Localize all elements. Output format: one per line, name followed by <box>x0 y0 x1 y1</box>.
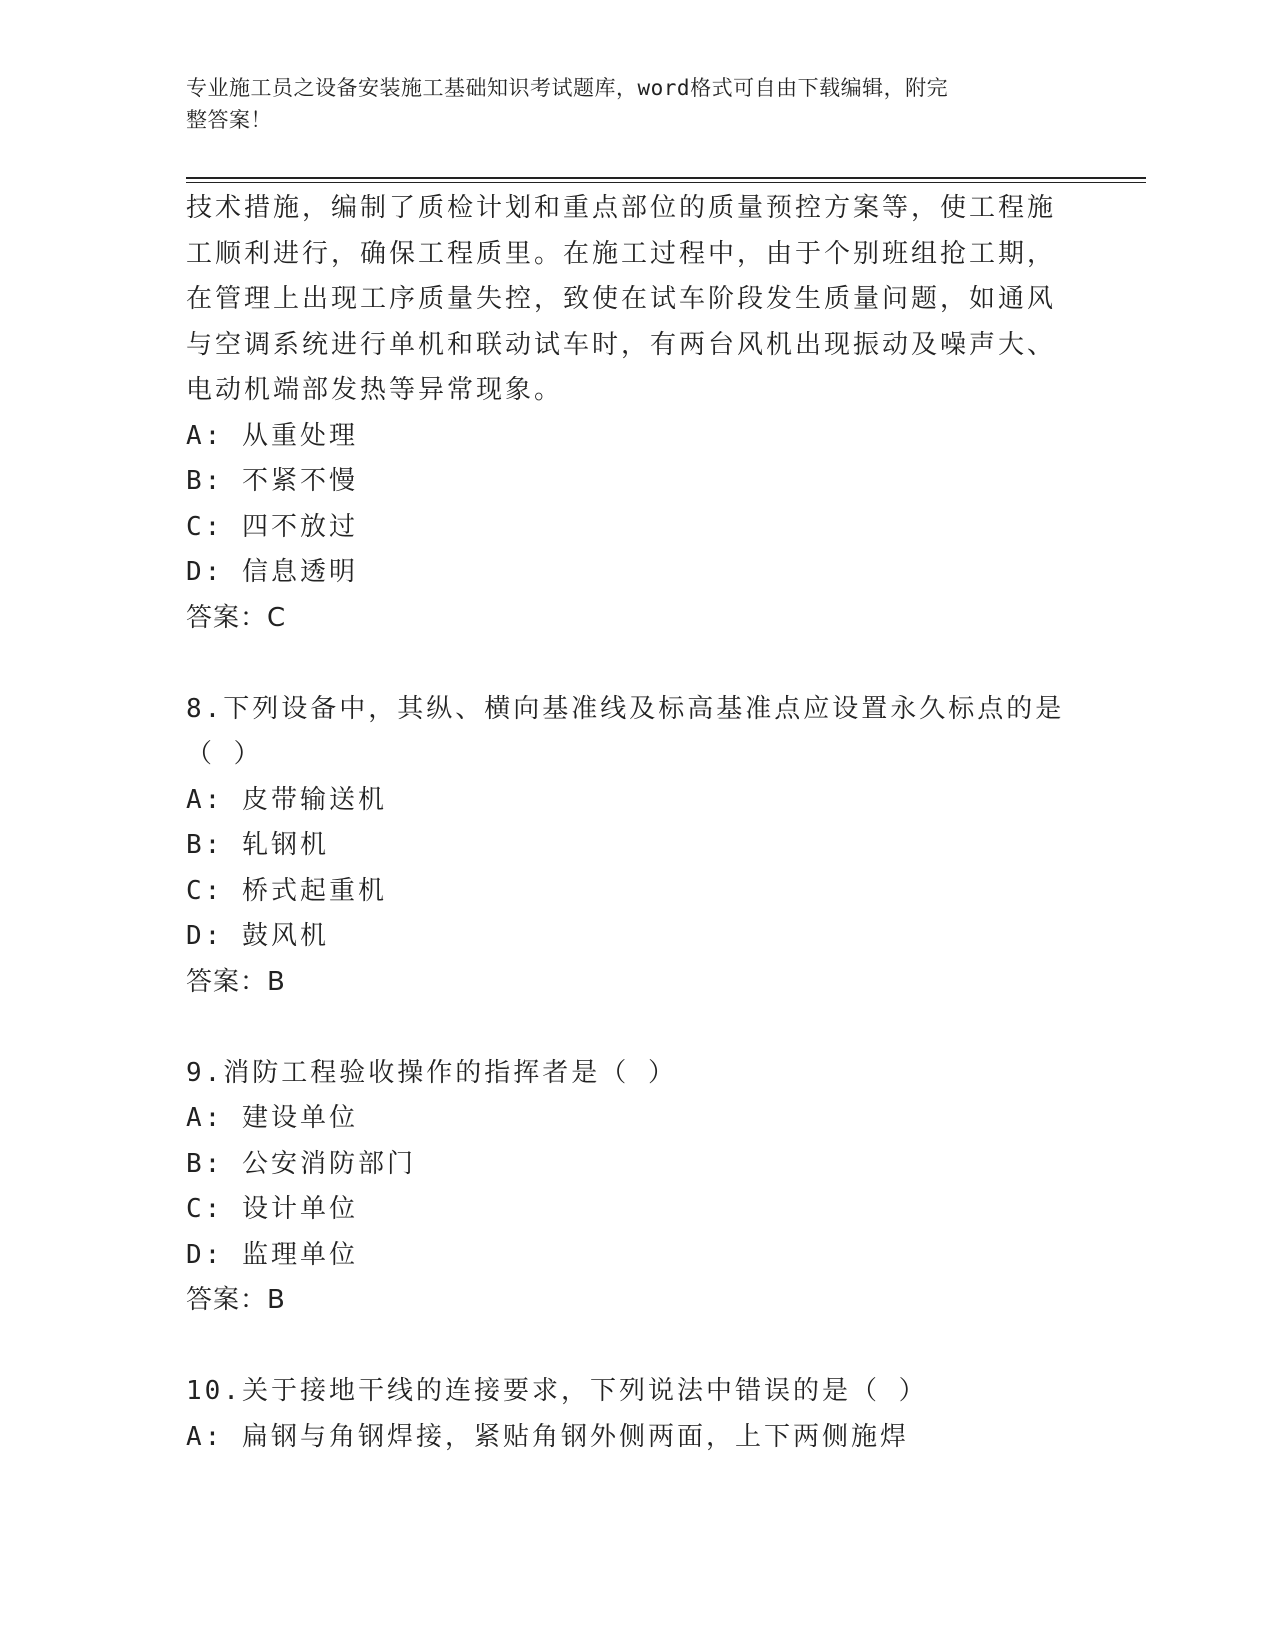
answer-line: 答案：B <box>186 966 286 997</box>
question-text-line: 9.消防工程验收操作的指挥者是（ ） <box>186 1057 677 1088</box>
option-d: D: 监理单位 <box>186 1239 358 1270</box>
question-text-line: 工顺利进行，确保工程质里。在施工过程中，由于个别班组抢工期， <box>186 238 1057 269</box>
option-a: A: 皮带输送机 <box>186 784 387 815</box>
document-body <box>186 186 1066 1460</box>
option-b: B: 轧钢机 <box>186 830 329 860</box>
question-text-line: 在管理上出现工序质量失控，致使在试车阶段发生质量问题，如通风 <box>186 284 1057 314</box>
question-text-line: 电动机端部发热等异常现象。 <box>186 375 564 405</box>
page-header <box>186 72 1066 136</box>
header-rule-thin <box>186 182 1146 183</box>
answer-line: 答案：B <box>186 1285 286 1315</box>
option-c: C: 四不放过 <box>186 511 358 542</box>
question-text-line: 技术措施，编制了质检计划和重点部位的质量预控方案等，使工程施 <box>186 193 1057 223</box>
option-c: C: 设计单位 <box>186 1194 358 1224</box>
option-d: D: 鼓风机 <box>186 921 329 951</box>
header-line-2: 整答案！ <box>186 108 272 132</box>
option-a: A: 建设单位 <box>186 1103 358 1133</box>
question-text-line: 与空调系统进行单机和联动试车时，有两台风机出现振动及噪声大、 <box>186 329 1057 360</box>
spacer <box>186 1005 1066 1051</box>
question-text-line: （ ） <box>186 739 263 769</box>
spacer <box>186 641 1066 687</box>
question-9 <box>186 1051 1066 1324</box>
question-text-line: 8.下列设备中，其纵、横向基准线及标高基准点应设置永久标点的是 <box>186 693 1065 724</box>
header-rule-thick <box>186 177 1146 179</box>
option-b: B: 公安消防部门 <box>186 1148 416 1179</box>
option-d: D: 信息透明 <box>186 557 358 587</box>
question-10 <box>186 1369 1066 1460</box>
option-c: C: 桥式起重机 <box>186 875 387 906</box>
spacer <box>186 1324 1066 1370</box>
header-line-1: 专业施工员之设备安装施工基础知识考试题库，word格式可自由下载编辑，附完 <box>186 76 949 100</box>
answer-line: 答案：C <box>186 602 287 633</box>
question-text-line: 10.关于接地干线的连接要求，下列说法中错误的是（ ） <box>186 1376 928 1406</box>
question-8 <box>186 687 1066 1006</box>
option-b: B: 不紧不慢 <box>186 466 358 496</box>
option-a: A: 扁钢与角钢焊接，紧贴角钢外侧两面，上下两侧施焊 <box>186 1421 909 1452</box>
question-7-continued <box>186 186 1066 641</box>
option-a: A: 从重处理 <box>186 420 358 451</box>
